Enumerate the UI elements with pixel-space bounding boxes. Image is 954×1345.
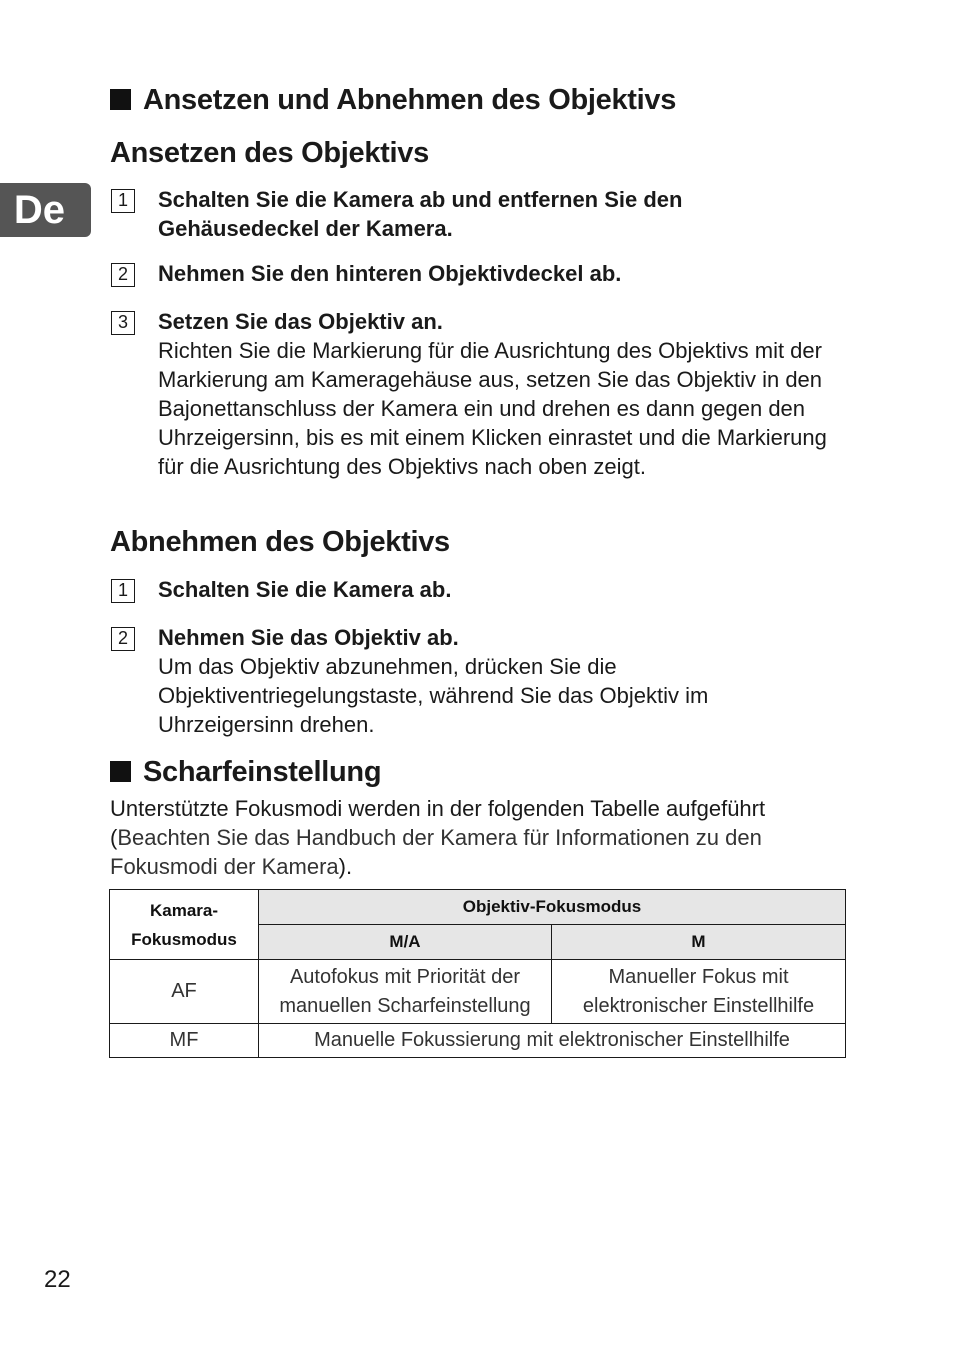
step-title: Setzen Sie das Objektiv an. <box>158 309 443 334</box>
focus-mode-table <box>109 889 846 1058</box>
step-title: Nehmen Sie das Objektiv ab. <box>158 625 459 650</box>
step-body: Um das Objektiv abzunehmen, drücken Sie die Objektiventriegelungstaste, während Sie das Objektiv im Uhrzeigersinn drehen. <box>158 654 709 737</box>
step-title: Schalten Sie die Kamera ab. <box>158 577 452 602</box>
header-camera-focus-mode: Kamara- Fokusmodus <box>110 890 259 960</box>
subheading-attach: Ansetzen des Objektivs <box>110 137 429 169</box>
section-heading-lens-mounting: Ansetzen und Abnehmen des Objektivs <box>110 84 676 117</box>
cell-ma: Autofokus mit Priorität der manuellen Scharfeinstellung <box>259 960 552 1024</box>
step-number: 1 <box>111 579 135 603</box>
step-number: 2 <box>111 263 135 287</box>
cell-mode: MF <box>110 1024 259 1058</box>
square-bullet-icon <box>110 761 131 782</box>
cell-m: Manueller Fokus mit elektronischer Einstellhilfe <box>552 960 846 1024</box>
subheading-detach: Abnehmen des Objektivs <box>110 526 450 558</box>
step-number: 2 <box>111 627 135 651</box>
step-title: Schalten Sie die Kamera ab und entfernen Sie den Gehäusedeckel der Kamera. <box>158 187 683 241</box>
note-open: ( <box>110 825 118 850</box>
step-body: Richten Sie die Markierung für die Ausrichtung des Objektivs mit der Markierung am Kameragehäuse aus, setzen Sie das Objektiv in den Bajonettanschluss der Kamera ein und drehen es dann gegen den Uhrzeigersinn, bis es mit einem Klicken einrastet und die Markierung für die Ausrichtung des Objektivs nach oben zeigt. <box>158 338 827 479</box>
step-title: Nehmen Sie den hinteren Objektivdeckel ab. <box>158 261 622 286</box>
table-row <box>110 1024 846 1058</box>
section-heading-focus: Scharfeinstellung <box>110 756 381 789</box>
step-number: 1 <box>111 189 135 213</box>
step-number: 3 <box>111 311 135 335</box>
header-lens-focus-mode: Objektiv-Fokusmodus <box>259 890 846 925</box>
square-bullet-icon <box>110 89 131 110</box>
cell-both: Manuelle Fokussierung mit elektronischer Einstellhilfe <box>259 1024 846 1058</box>
language-tab: De <box>0 183 91 237</box>
page-number: 22 <box>44 1266 71 1293</box>
header-m: M <box>552 925 846 960</box>
intro-text: Unterstützte Fokusmodi werden in der folgenden Tabelle aufgeführt <box>110 796 766 821</box>
header-ma: M/A <box>259 925 552 960</box>
table-row <box>110 960 846 1024</box>
focus-intro-paragraph <box>110 794 850 881</box>
note-text: Beachten Sie das Handbuch der Kamera für Informationen zu den Fokusmodi der Kamera <box>110 825 762 879</box>
note-close: ). <box>338 854 353 879</box>
cell-mode: AF <box>110 960 259 1024</box>
